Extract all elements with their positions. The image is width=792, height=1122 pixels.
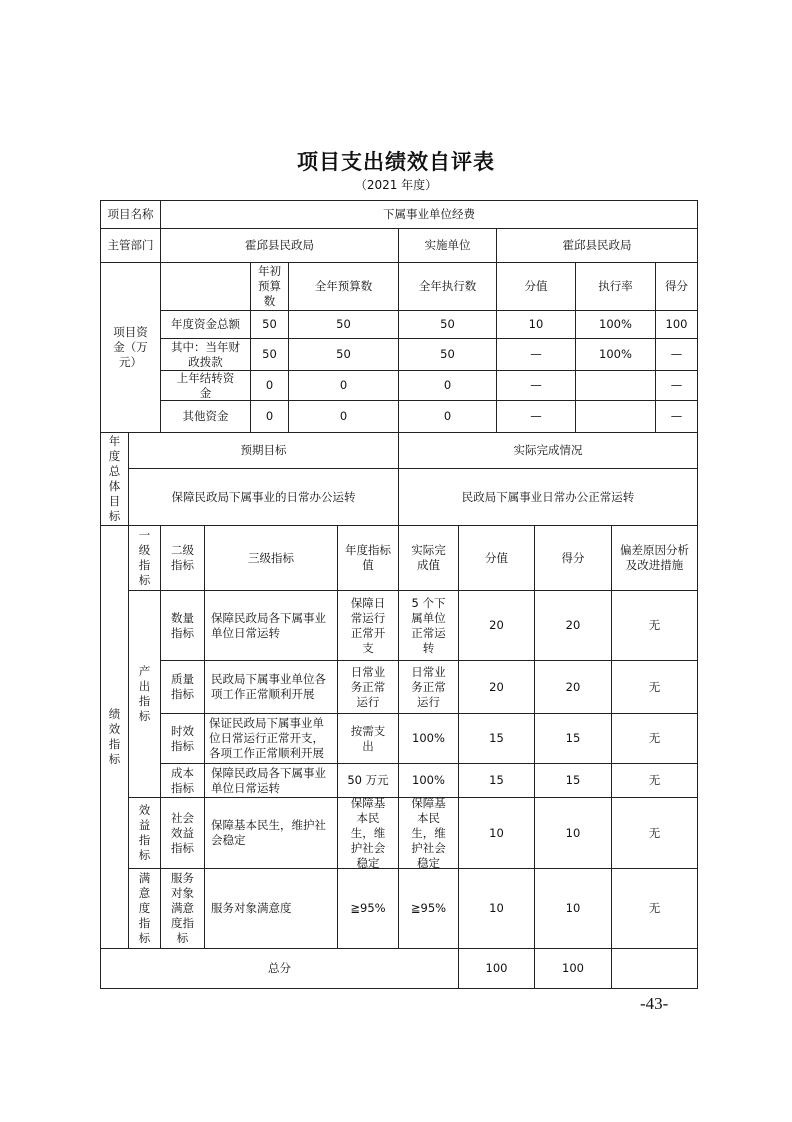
project-name-value: 下属事业单位经费 bbox=[160, 200, 698, 229]
perf-l3: 保障民政局各下属事业单位日常运转 bbox=[204, 590, 338, 661]
perf-target: 日常业务正常运行 bbox=[337, 660, 399, 714]
total-value: 100 bbox=[458, 948, 535, 989]
funds-row-label: 其中：当年财政拨款 bbox=[160, 338, 251, 371]
perf-value: 15 bbox=[458, 713, 535, 764]
funds-cell bbox=[575, 400, 656, 433]
perf-note: 无 bbox=[611, 868, 698, 949]
perf-score: 10 bbox=[534, 797, 612, 869]
funds-row-label: 其他资金 bbox=[160, 400, 251, 433]
dept-label: 主管部门 bbox=[100, 228, 161, 263]
perf-score: 10 bbox=[534, 868, 612, 949]
impl-value: 霍邱县民政局 bbox=[496, 228, 698, 263]
perf-header: 二级指标 bbox=[160, 525, 205, 591]
funds-row-label: 上年结转资金 bbox=[160, 370, 251, 401]
funds-cell: 0 bbox=[288, 370, 399, 401]
perf-note: 无 bbox=[611, 797, 698, 869]
funds-header: 全年执行数 bbox=[398, 262, 497, 311]
perf-l3: 民政局下属事业单位各项工作正常顺利开展 bbox=[204, 660, 338, 714]
funds-row-label: 年度资金总额 bbox=[160, 310, 251, 339]
funds-cell: 0 bbox=[288, 400, 399, 433]
perf-note: 无 bbox=[611, 713, 698, 764]
page-subtitle: （2021 年度） bbox=[354, 178, 438, 192]
perf-actual: 100% bbox=[398, 763, 459, 798]
perf-target: ≧95% bbox=[337, 868, 399, 949]
funds-cell: 0 bbox=[250, 370, 289, 401]
perf-value: 10 bbox=[458, 868, 535, 949]
funds-header: 执行率 bbox=[575, 262, 656, 311]
perf-target: 保障基本民生，维护社会稳定 bbox=[337, 797, 399, 869]
perf-header: 分值 bbox=[458, 525, 535, 591]
total-note-blank bbox=[611, 948, 698, 989]
funds-cell: 50 bbox=[398, 310, 497, 339]
funds-header-blank bbox=[160, 262, 251, 311]
perf-actual: 100% bbox=[398, 713, 459, 764]
perf-actual: 保障基本民生，维护社会稳定 bbox=[398, 797, 459, 869]
perf-header: 得分 bbox=[534, 525, 612, 591]
perf-note: 无 bbox=[611, 590, 698, 661]
funds-cell: 0 bbox=[250, 400, 289, 433]
perf-value: 20 bbox=[458, 590, 535, 661]
funds-label: 项目资金（万元） bbox=[100, 262, 161, 433]
perf-actual: 日常业务正常运行 bbox=[398, 660, 459, 714]
funds-cell: 100 bbox=[655, 310, 698, 339]
perf-value: 20 bbox=[458, 660, 535, 714]
perf-target: 保障日常运行正常开支 bbox=[337, 590, 399, 661]
perf-header: 实际完成值 bbox=[398, 525, 459, 591]
perf-header: 偏差原因分析及改进措施 bbox=[611, 525, 698, 591]
funds-cell: — bbox=[655, 338, 698, 371]
funds-cell: 50 bbox=[250, 310, 289, 339]
perf-value: 15 bbox=[458, 763, 535, 798]
funds-header: 得分 bbox=[655, 262, 698, 311]
goals-label: 年度总体目标 bbox=[100, 432, 129, 526]
funds-cell: 0 bbox=[398, 370, 497, 401]
perf-l3: 保障基本民生，维护社会稳定 bbox=[204, 797, 338, 869]
perf-label: 绩效指标 bbox=[100, 525, 129, 949]
perf-l2: 社会效益指标 bbox=[160, 797, 205, 869]
funds-cell bbox=[575, 370, 656, 401]
perf-l2: 成本指标 bbox=[160, 763, 205, 798]
perf-target: 按需支出 bbox=[337, 713, 399, 764]
impl-label: 实施单位 bbox=[398, 228, 497, 263]
funds-cell: — bbox=[496, 400, 576, 433]
perf-target: 50 万元 bbox=[337, 763, 399, 798]
perf-l3: 保障民政局各下属事业单位日常运转 bbox=[204, 763, 338, 798]
perf-l2: 服务对象满意度指标 bbox=[160, 868, 205, 949]
perf-score: 20 bbox=[534, 590, 612, 661]
funds-cell: 100% bbox=[575, 310, 656, 339]
perf-actual: ≧95% bbox=[398, 868, 459, 949]
perf-l2: 数量指标 bbox=[160, 590, 205, 661]
goals-expected: 保障民政局下属事业的日常办公运转 bbox=[128, 468, 399, 526]
total-label: 总分 bbox=[100, 948, 459, 989]
perf-l2: 时效指标 bbox=[160, 713, 205, 764]
perf-level1: 效益指标 bbox=[128, 797, 161, 869]
perf-actual: 5 个下属单位正常运转 bbox=[398, 590, 459, 661]
funds-header: 分值 bbox=[496, 262, 576, 311]
funds-header: 全年预算数 bbox=[288, 262, 399, 311]
goals-actual: 民政局下属事业日常办公正常运转 bbox=[398, 468, 698, 526]
funds-cell: — bbox=[496, 370, 576, 401]
perf-value: 10 bbox=[458, 797, 535, 869]
funds-cell: 0 bbox=[398, 400, 497, 433]
dept-value: 霍邱县民政局 bbox=[160, 228, 399, 263]
total-score: 100 bbox=[534, 948, 612, 989]
page-title: 项目支出绩效自评表 bbox=[297, 149, 495, 174]
perf-l3: 服务对象满意度 bbox=[204, 868, 338, 949]
funds-cell: 10 bbox=[496, 310, 576, 339]
perf-note: 无 bbox=[611, 660, 698, 714]
perf-header: 一级指标 bbox=[128, 525, 161, 591]
page-number: -43- bbox=[640, 994, 669, 1013]
funds-cell: 100% bbox=[575, 338, 656, 371]
funds-cell: 50 bbox=[398, 338, 497, 371]
project-name-label: 项目名称 bbox=[100, 200, 161, 229]
goals-expected-label: 预期目标 bbox=[128, 432, 399, 469]
funds-cell: — bbox=[655, 370, 698, 401]
funds-cell: — bbox=[496, 338, 576, 371]
funds-header: 年初预算数 bbox=[250, 262, 289, 311]
perf-score: 15 bbox=[534, 713, 612, 764]
funds-cell: 50 bbox=[250, 338, 289, 371]
perf-l2: 质量指标 bbox=[160, 660, 205, 714]
perf-score: 15 bbox=[534, 763, 612, 798]
perf-score: 20 bbox=[534, 660, 612, 714]
perf-header: 年度指标值 bbox=[337, 525, 399, 591]
funds-cell: 50 bbox=[288, 310, 399, 339]
perf-level1: 满意度指标 bbox=[128, 868, 161, 949]
perf-level1: 产出指标 bbox=[128, 590, 161, 798]
funds-cell: 50 bbox=[288, 338, 399, 371]
goals-actual-label: 实际完成情况 bbox=[398, 432, 698, 469]
perf-header: 三级指标 bbox=[204, 525, 338, 591]
funds-cell: — bbox=[655, 400, 698, 433]
perf-l3: 保证民政局下属事业单位日常运行正常开支，各项工作正常顺利开展 bbox=[204, 713, 338, 764]
perf-note: 无 bbox=[611, 763, 698, 798]
